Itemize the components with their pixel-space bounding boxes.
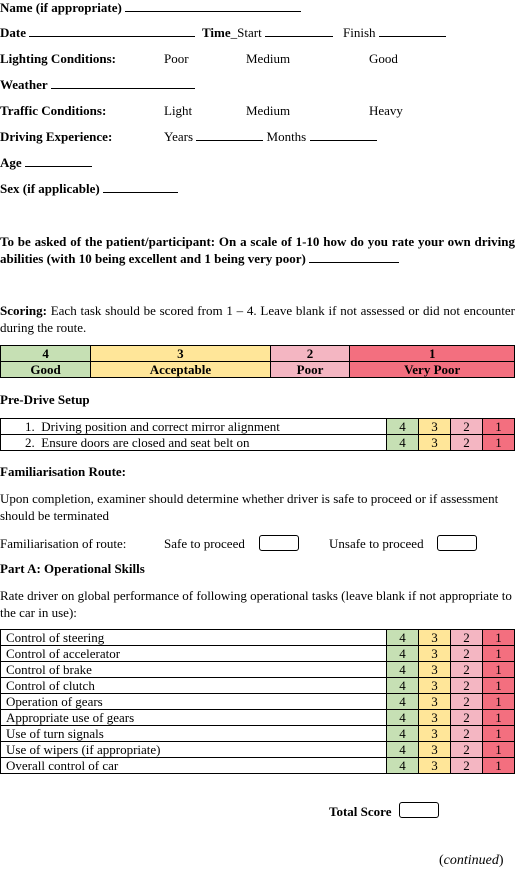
legend-label-poor: Poor (270, 362, 350, 378)
table-row (1, 646, 515, 662)
pre-drive-heading: Pre-Drive Setup (0, 392, 90, 407)
task-label: Control of brake (1, 662, 387, 678)
time-label: Time (202, 25, 231, 40)
score-4-cell[interactable]: 4 (387, 694, 419, 710)
lighting-option-poor[interactable]: Poor (164, 51, 189, 66)
score-3-cell[interactable]: 3 (419, 435, 451, 451)
score-1-cell[interactable]: 1 (483, 710, 515, 726)
task-label: Control of clutch (1, 678, 387, 694)
lighting-option-good[interactable]: Good (369, 51, 398, 66)
table-row (1, 435, 515, 451)
score-2-cell[interactable]: 2 (451, 742, 483, 758)
familiarisation-text: Upon completion, examiner should determine whether driver is safe to proceed or if assessment should be terminated (0, 491, 499, 523)
score-2-cell[interactable]: 2 (451, 630, 483, 646)
task-label: Control of accelerator (1, 646, 387, 662)
years-line[interactable] (196, 129, 263, 141)
task-label: Use of wipers (if appropriate) (1, 742, 387, 758)
start-line[interactable] (265, 25, 333, 37)
legend-num-2: 2 (270, 346, 350, 362)
table-row (1, 742, 515, 758)
table-row (1, 710, 515, 726)
score-1-cell[interactable]: 1 (483, 630, 515, 646)
months-label: Months (266, 129, 307, 144)
score-2-cell[interactable]: 2 (451, 662, 483, 678)
legend-label-good: Good (1, 362, 91, 378)
experience-label: Driving Experience: (0, 129, 113, 144)
score-2-cell[interactable]: 2 (451, 646, 483, 662)
score-1-cell[interactable]: 1 (483, 662, 515, 678)
scoring-text: Each task should be scored from 1 – 4. Leave blank if not assessed or did not encounter during the route. (0, 303, 515, 335)
operational-skills-table (0, 629, 515, 774)
legend-label-very-poor: Very Poor (350, 362, 515, 378)
lighting-option-medium[interactable]: Medium (246, 51, 291, 66)
score-1-cell[interactable]: 1 (483, 726, 515, 742)
task-label: Use of turn signals (1, 726, 387, 742)
traffic-option-light[interactable]: Light (164, 103, 193, 118)
sex-line[interactable] (103, 181, 178, 193)
finish-label: Finish (343, 25, 376, 40)
score-2-cell[interactable]: 2 (451, 678, 483, 694)
unsafe-checkbox[interactable] (437, 535, 477, 551)
date-line[interactable] (29, 25, 195, 37)
score-3-cell[interactable]: 3 (419, 726, 451, 742)
task-label: Control of steering (1, 630, 387, 646)
score-1-cell[interactable]: 1 (483, 646, 515, 662)
score-1-cell[interactable]: 1 (483, 419, 515, 435)
score-3-cell[interactable]: 3 (419, 419, 451, 435)
score-3-cell[interactable]: 3 (419, 694, 451, 710)
table-row (1, 726, 515, 742)
table-row (1, 758, 515, 774)
table-row (1, 694, 515, 710)
score-3-cell[interactable]: 3 (419, 630, 451, 646)
task-label: Operation of gears (1, 694, 387, 710)
table-row (1, 662, 515, 678)
total-score-label: Total Score (329, 804, 392, 819)
score-4-cell[interactable]: 4 (387, 742, 419, 758)
score-1-cell[interactable]: 1 (483, 678, 515, 694)
traffic-option-heavy[interactable]: Heavy (369, 103, 403, 118)
sex-label: Sex (if applicable) (0, 181, 100, 196)
task-label: 2. Ensure doors are closed and seat belt on (1, 435, 387, 451)
score-3-cell[interactable]: 3 (419, 662, 451, 678)
age-line[interactable] (25, 155, 92, 167)
weather-row (0, 77, 195, 93)
score-4-cell[interactable]: 4 (387, 646, 419, 662)
score-3-cell[interactable]: 3 (419, 758, 451, 774)
score-3-cell[interactable]: 3 (419, 742, 451, 758)
legend-num-4: 4 (1, 346, 91, 362)
finish-line[interactable] (379, 25, 446, 37)
name-field[interactable] (0, 0, 301, 16)
self-rating-text: To be asked of the patient/participant: On a scale of 1-10 how do you rate your own driving abilities (with 10 being excellent and 1 being very poor) (0, 234, 515, 266)
unsafe-label: Unsafe to proceed (329, 536, 424, 551)
score-4-cell[interactable]: 4 (387, 710, 419, 726)
sex-row (0, 181, 178, 197)
scoring-instructions (0, 302, 515, 336)
score-4-cell[interactable]: 4 (387, 419, 419, 435)
part-a-heading: Part A: Operational Skills (0, 561, 145, 576)
date-row (0, 25, 195, 41)
task-label: Appropriate use of gears (1, 710, 387, 726)
name-line[interactable] (125, 0, 301, 12)
score-2-cell[interactable]: 2 (451, 710, 483, 726)
task-label: Overall control of car (1, 758, 387, 774)
score-2-cell[interactable]: 2 (451, 419, 483, 435)
table-row (1, 419, 515, 435)
score-1-cell[interactable]: 1 (483, 758, 515, 774)
months-line[interactable] (310, 129, 377, 141)
years-label: Years (164, 129, 194, 144)
continued-text: continued (443, 853, 499, 868)
score-1-cell[interactable]: 1 (483, 435, 515, 451)
score-4-cell[interactable]: 4 (387, 758, 419, 774)
traffic-label: Traffic Conditions: (0, 103, 107, 118)
score-2-cell[interactable]: 2 (451, 694, 483, 710)
finish-row (343, 25, 446, 41)
score-2-cell[interactable]: 2 (451, 726, 483, 742)
scoring-label: Scoring: (0, 303, 47, 318)
traffic-option-medium[interactable]: Medium (246, 103, 291, 118)
total-score-box[interactable] (399, 802, 439, 818)
score-1-cell[interactable]: 1 (483, 694, 515, 710)
time-row: Time_Start (202, 25, 333, 41)
weather-label: Weather (0, 77, 48, 92)
table-row (1, 630, 515, 646)
familiarisation-heading: Familiarisation Route: (0, 464, 127, 479)
lighting-label: Lighting Conditions: (0, 51, 116, 66)
pre-drive-table (0, 418, 515, 451)
score-4-cell[interactable]: 4 (387, 678, 419, 694)
score-3-cell[interactable]: 3 (419, 646, 451, 662)
score-1-cell[interactable]: 1 (483, 742, 515, 758)
date-label: Date (0, 25, 26, 40)
name-label: Name (if appropriate) (0, 0, 122, 15)
safe-checkbox[interactable] (259, 535, 299, 551)
familiarisation-label: Familiarisation of route: (0, 536, 127, 551)
weather-line[interactable] (51, 77, 195, 89)
age-row (0, 155, 92, 171)
score-4-cell[interactable]: 4 (387, 435, 419, 451)
legend-num-1: 1 (350, 346, 515, 362)
table-row (1, 678, 515, 694)
legend-num-3: 3 (91, 346, 270, 362)
self-rating-line[interactable] (309, 251, 399, 263)
continued-note: (continued) (439, 853, 504, 868)
score-4-cell[interactable]: 4 (387, 662, 419, 678)
part-a-text: Rate driver on global performance of following operational tasks (leave blank if not appropriate to the car in use): (0, 588, 512, 620)
score-3-cell[interactable]: 3 (419, 678, 451, 694)
experience-years (164, 129, 377, 145)
self-rating-question (0, 233, 515, 267)
age-label: Age (0, 155, 22, 170)
safe-label: Safe to proceed (164, 536, 245, 551)
scoring-legend (0, 345, 515, 378)
score-4-cell[interactable]: 4 (387, 630, 419, 646)
start-label: Start (237, 25, 262, 40)
score-4-cell[interactable]: 4 (387, 726, 419, 742)
score-2-cell[interactable]: 2 (451, 435, 483, 451)
legend-label-acceptable: Acceptable (91, 362, 270, 378)
score-2-cell[interactable]: 2 (451, 758, 483, 774)
score-3-cell[interactable]: 3 (419, 710, 451, 726)
task-label: 1. Driving position and correct mirror alignment (1, 419, 387, 435)
